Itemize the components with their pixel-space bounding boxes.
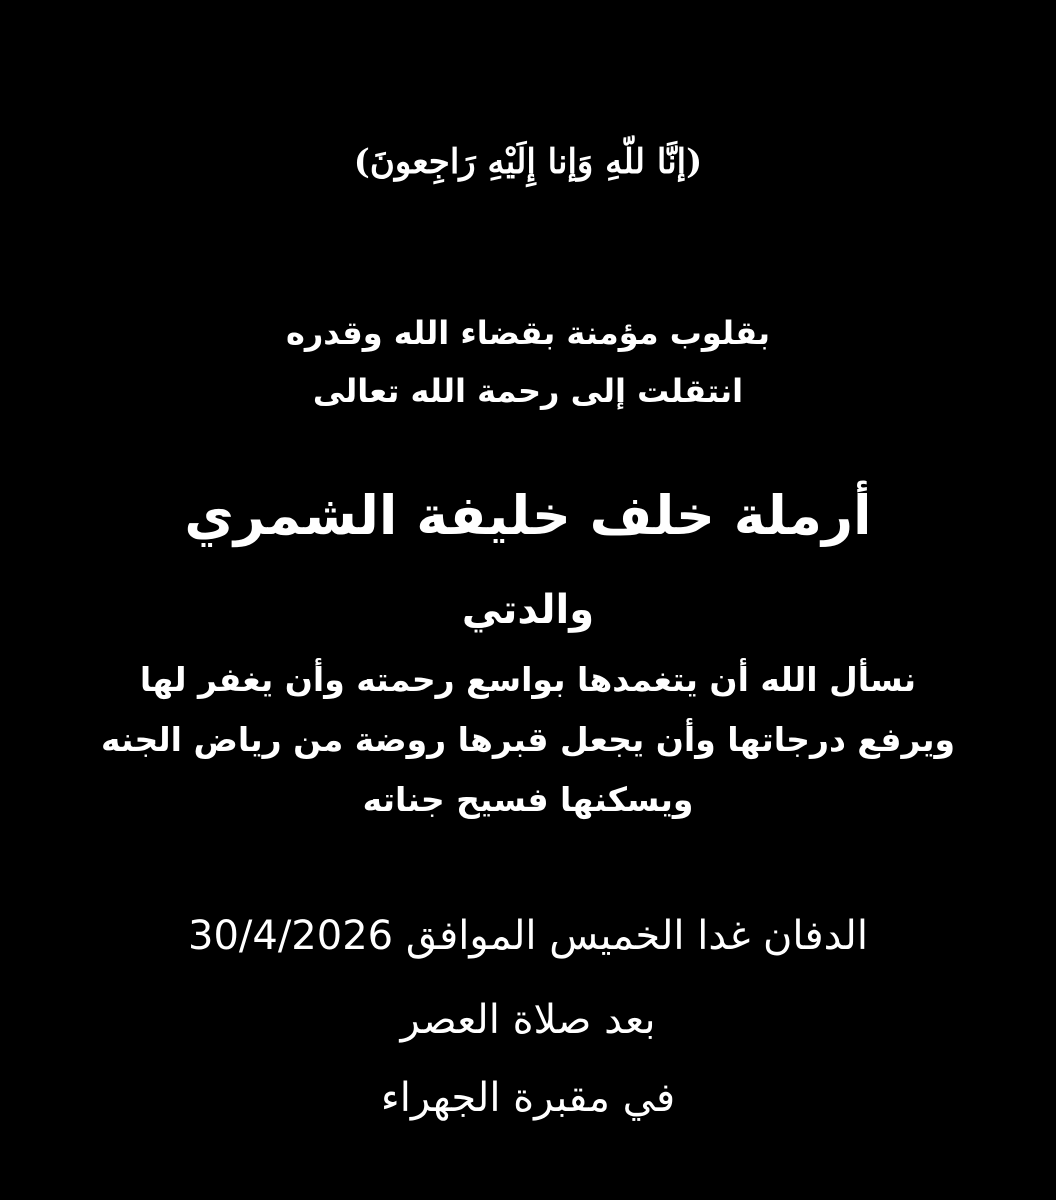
intro-line-1: بقلوب مؤمنة بقضاء الله وقدره xyxy=(285,314,771,352)
prayer-line-1: نسأل الله أن يتغمدها بواسع رحمته وأن يغفر لها xyxy=(139,660,917,699)
burial-time-line: بعد صلاة العصر xyxy=(400,997,656,1043)
burial-place-line: في مقبرة الجهراء xyxy=(380,1075,676,1121)
deceased-name: أرملة خلف خليفة الشمري xyxy=(184,484,872,547)
quran-verse: (إنَّا للّهِ وَإنا إِلَيْهِ رَاجِعونَ) xyxy=(353,142,703,182)
intro-line-2: انتقلت إلى رحمة الله تعالى xyxy=(312,372,744,410)
prayer-line-3: ويسكنها فسيح جناته xyxy=(362,780,694,819)
burial-date-line: الدفان غدا الخميس الموافق 30/4/2026 xyxy=(188,913,868,959)
relation-label: والدتي xyxy=(461,587,595,633)
prayer-line-2: ويرفع درجاتها وأن يجعل قبرها روضة من رياض الجنه xyxy=(101,720,955,759)
